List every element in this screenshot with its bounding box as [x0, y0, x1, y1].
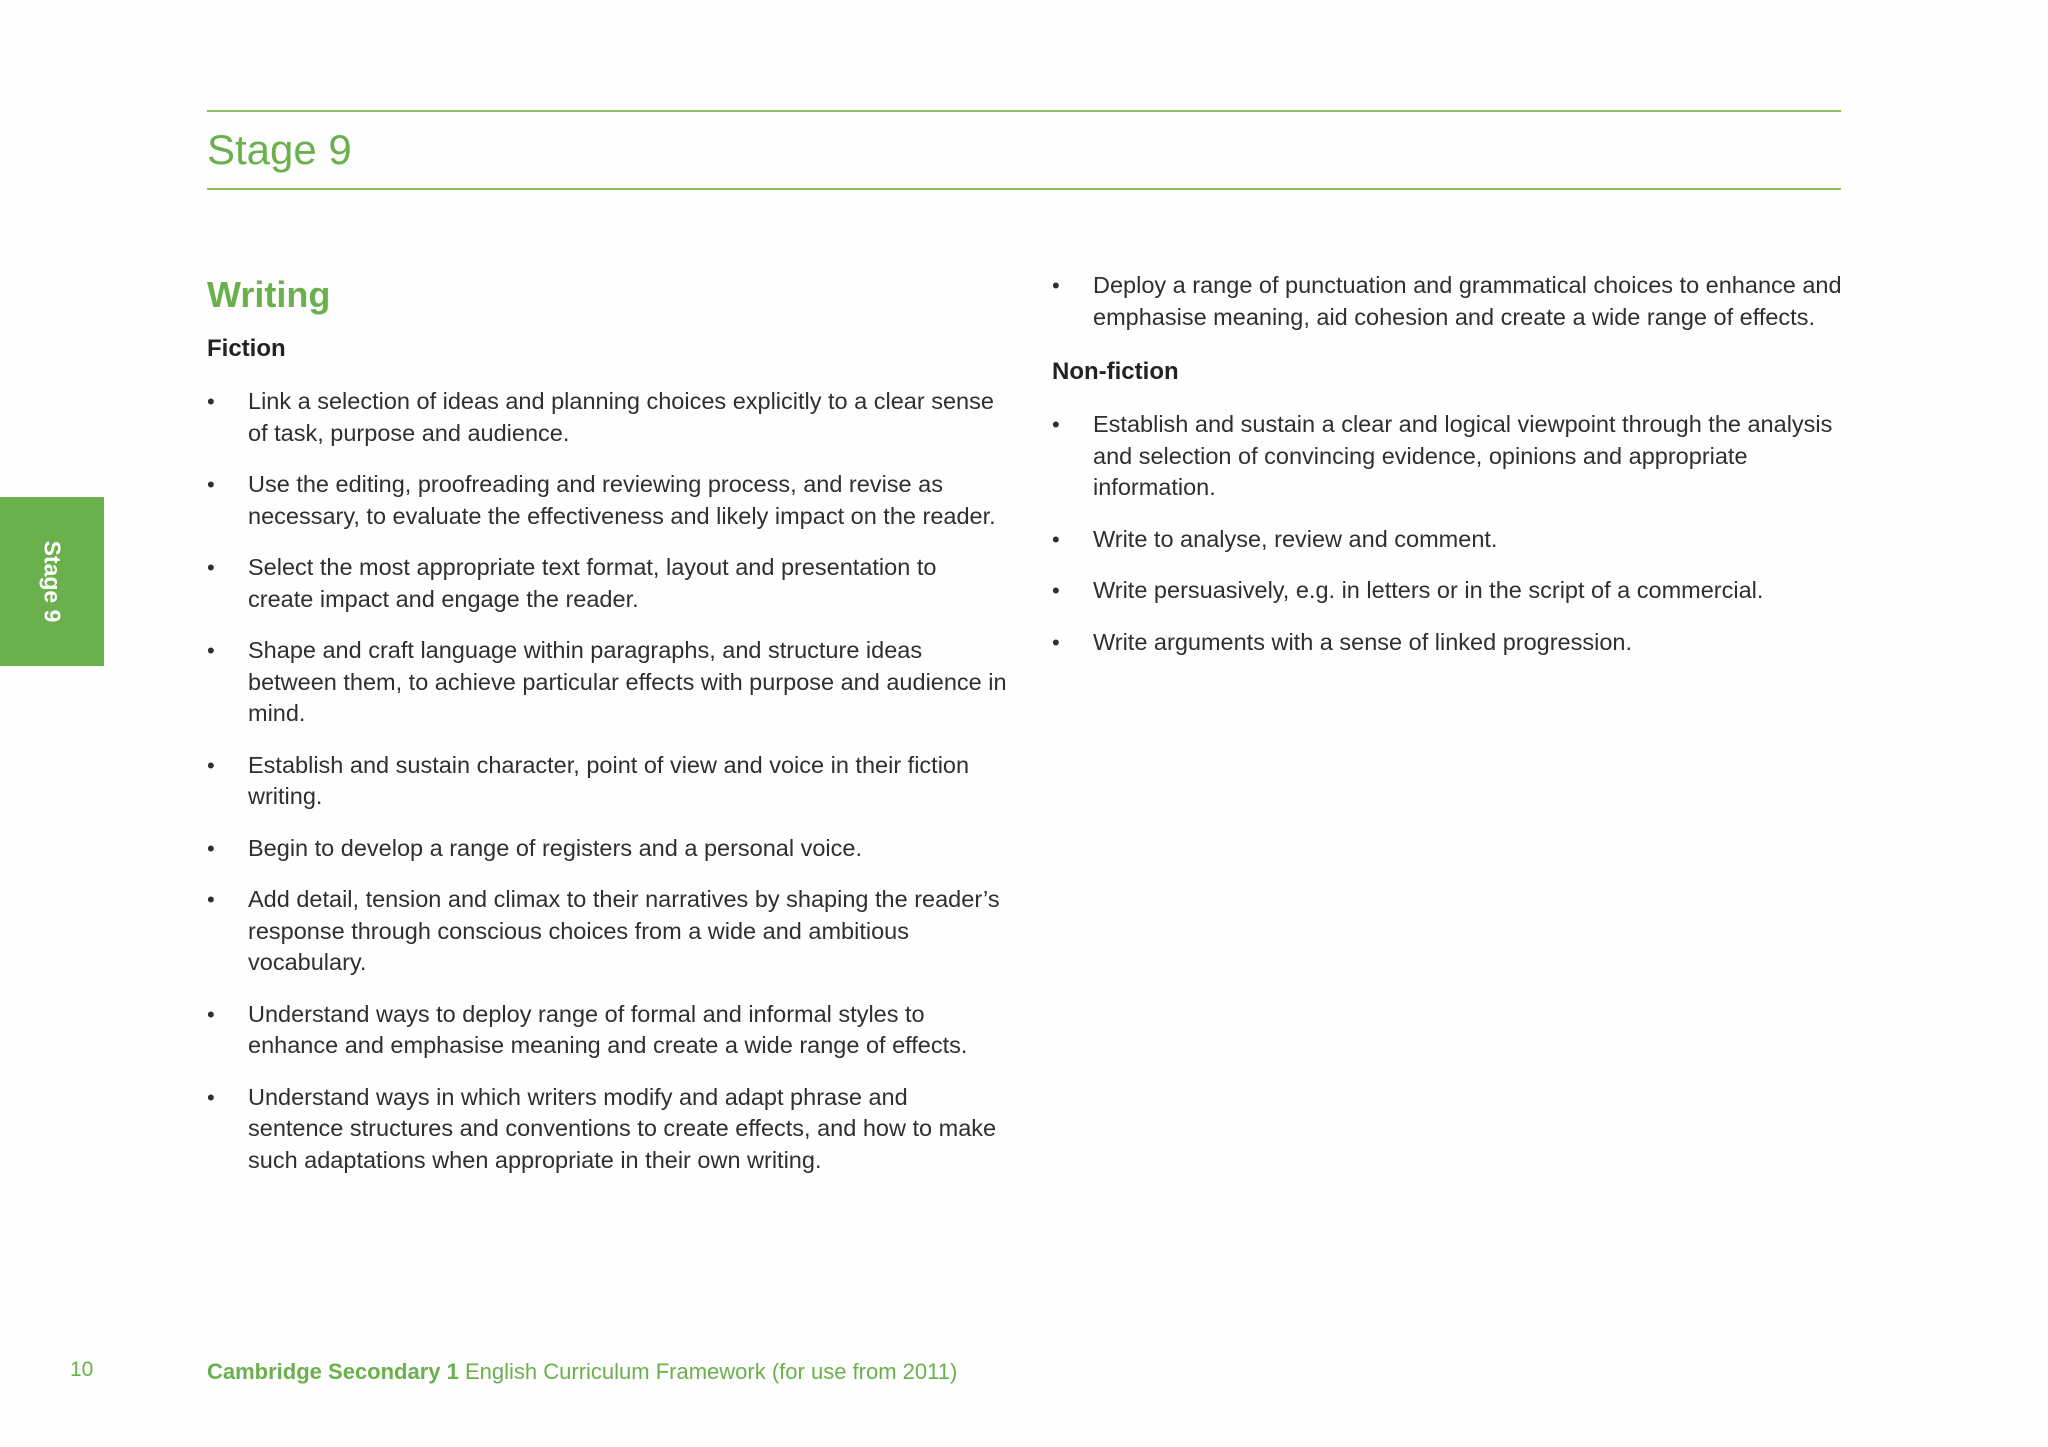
subheading-fiction: Fiction [207, 335, 286, 362]
list-item-text: Understand ways in which writers modify and adapt phrase and sentence structures and conventions to create effects, and how to make such adaptations when appropriate in their own writing. [248, 1083, 997, 1173]
footer-brand: Cambridge Secondary 1 [207, 1359, 459, 1384]
list-item [207, 833, 1007, 865]
list-item [207, 552, 1007, 615]
list-item [207, 1082, 1007, 1177]
bullet-icon: • [207, 1001, 215, 1027]
footer-text: English Curriculum Framework (for use from 2011) [465, 1359, 958, 1384]
list-item-text: Write to analyse, review and comment. [1093, 525, 1498, 552]
side-stage-tab-label: Stage 9 [39, 540, 66, 623]
page-number: 10 [70, 1358, 94, 1381]
section-heading-writing: Writing [207, 274, 331, 315]
fiction-list-continued [1052, 270, 1842, 333]
right-column [1052, 270, 1842, 682]
list-item [1052, 627, 1842, 659]
bullet-icon: • [1052, 578, 1060, 603]
list-item [1052, 270, 1842, 333]
list-item-text: Link a selection of ideas and planning choices explicitly to a clear sense of task, purpose and audience. [248, 388, 994, 446]
list-item [207, 750, 1007, 813]
list-item [1052, 575, 1842, 607]
list-item [207, 386, 1007, 449]
page-title: Stage 9 [207, 126, 352, 173]
list-item [207, 635, 1007, 730]
list-item [207, 469, 1007, 532]
fiction-list [207, 386, 1007, 1176]
bullet-icon: • [207, 835, 215, 861]
bullet-icon: • [207, 1084, 215, 1110]
list-item-text: Select the most appropriate text format, layout and presentation to create impact and engage the reader. [248, 554, 937, 612]
list-item [207, 999, 1007, 1062]
bullet-icon: • [207, 638, 215, 663]
bullet-icon: • [1052, 273, 1060, 298]
header-top-rule [207, 110, 1841, 112]
bullet-icon: • [1052, 412, 1060, 437]
list-item-text: Use the editing, proofreading and reviewing process, and revise as necessary, to evaluate the effectiveness and likely impact on the reader. [248, 471, 996, 529]
bullet-icon: • [207, 752, 215, 778]
list-item [1052, 524, 1842, 556]
list-item-text: Add detail, tension and climax to their narratives by shaping the reader’s response through conscious choices from a wide and ambitious vocabulary. [248, 886, 1000, 975]
non-fiction-list [1052, 409, 1842, 658]
bullet-icon: • [1052, 526, 1060, 552]
subheading-non-fiction: Non-fiction [1052, 358, 1179, 385]
list-item-text: Shape and craft language within paragraphs, and structure ideas between them, to achieve particular effects with purpose and audience in mind. [248, 637, 1007, 726]
list-item-text: Begin to develop a range of registers and a personal voice. [248, 834, 863, 861]
list-item-text: Understand ways to deploy range of formal and informal styles to enhance and emphasise meaning and create a wide range of effects. [248, 1000, 968, 1058]
list-item [207, 884, 1007, 979]
list-item [1052, 409, 1842, 504]
list-item-text: Establish and sustain character, point of view and voice in their fiction writing. [248, 751, 970, 809]
side-stage-tab [0, 497, 104, 666]
list-item-text: Write persuasively, e.g. in letters or in the script of a commercial. [1093, 577, 1764, 603]
bullet-icon: • [207, 887, 215, 912]
bullet-icon: • [1052, 629, 1060, 655]
list-item-text: Deploy a range of punctuation and grammatical choices to enhance and emphasise meaning, aid cohesion and create a wide range of effects. [1093, 272, 1842, 330]
list-item-text: Establish and sustain a clear and logical viewpoint through the analysis and selection of convincing evidence, opinions and appropriate information. [1093, 411, 1833, 500]
bullet-icon: • [207, 555, 215, 580]
header-bottom-rule [207, 188, 1841, 190]
list-item-text: Write arguments with a sense of linked progression. [1093, 628, 1633, 655]
bullet-icon: • [207, 472, 215, 497]
footer [207, 1359, 957, 1385]
left-column [207, 270, 1007, 1200]
bullet-icon: • [207, 389, 215, 414]
